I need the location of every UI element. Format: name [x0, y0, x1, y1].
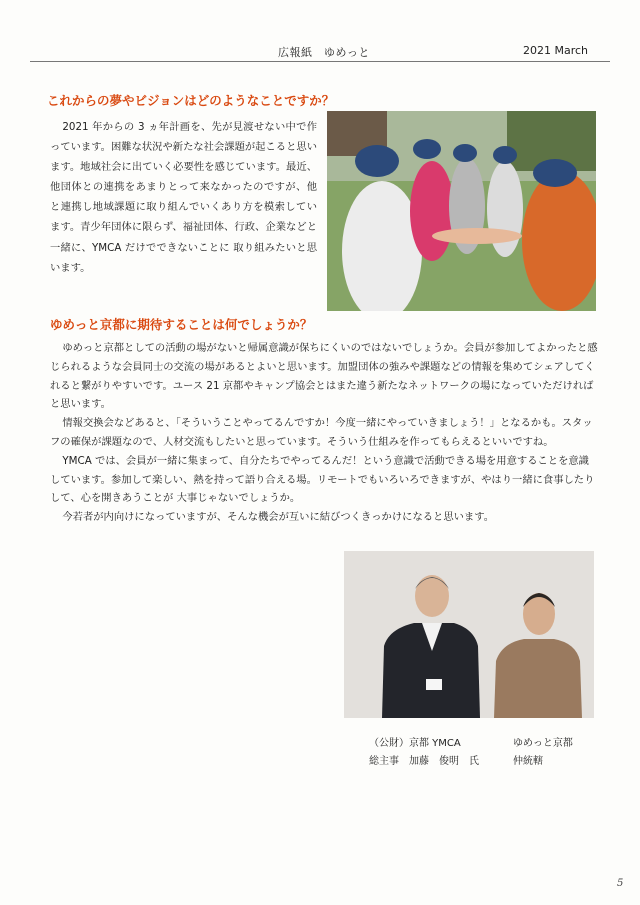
caption-right-line1: ゆめっと京都	[513, 738, 573, 749]
caption-left-line2: 総主事 加藤 俊明 氏	[369, 756, 479, 767]
section2-paragraph: 情報交換会などあると、「そういうことやってるんですか！今度一緒にやっていきましょう！」となるかも。スタッフの確保が課題なので、人材交流もしたいと思っています。そういう仕組みを作ってもらえるといいですね。	[50, 417, 593, 448]
section1-paragraph: 2021 年からの 3 ヵ年計画を、先が見渡せない中で作っています。困難な状況や新たな社会課題が起こると思います。地域社会に出ていく必要性を感じています。最近、他団体との連携をあまりとって来なかったのですが、他と連携し地域課題に取り組んでいくあり方を模索しています。青少年団体に限らず、福祉団体、行政、企業などと一緒に、YMCA だけでできないことに 取り組みたいと思います。	[50, 121, 317, 274]
header-rule	[30, 61, 610, 62]
header-date: 2021 March	[523, 44, 589, 57]
page-number: 5	[617, 878, 624, 889]
caption-right-line2: 仲統轄	[513, 756, 543, 767]
section2-heading: ゆめっと京都に期待することは何でしょうか？	[50, 317, 313, 332]
group-photo	[327, 111, 596, 311]
portrait-photo	[344, 551, 594, 718]
section2-paragraph: 今若者が内向けになっていますが、そんな機会が互いに結びつくきっかけになると思います。	[62, 511, 495, 524]
section2-paragraph: YMCA では、会員が一緒に集まって、自分たちでやってるんだ！という意識で活動できる場を用意することを意識しています。参加して楽しい、熱を持って語り合える場。リモートでもいろいろできますが、やはり一緒に食事したりして、心を開きあうことが 大事じゃないでしょうか。	[50, 454, 595, 505]
section2-text	[50, 339, 598, 527]
caption-left-line1: （公財）京都 YMCA	[369, 738, 461, 749]
section2-paragraph: ゆめっと京都としての活動の場がないと帰属意識が保ちにくいのではないでしょうか。会員が参加してよかったと感じられるような会員同士の交流の場があるとよいと思います。加盟団体の強みや課題などの情報を集めてシェアしてくれると繋がりやすいです。ユース 21 京都やキャンプ協会とはまた違う新たなネットワークの場になっていただければと思います。	[50, 342, 598, 411]
section1-text	[50, 117, 317, 278]
section1-heading: これからの夢やビジョンはどのようなことですか？	[47, 93, 335, 108]
header-title: 広報紙 ゆめっと	[278, 46, 370, 59]
